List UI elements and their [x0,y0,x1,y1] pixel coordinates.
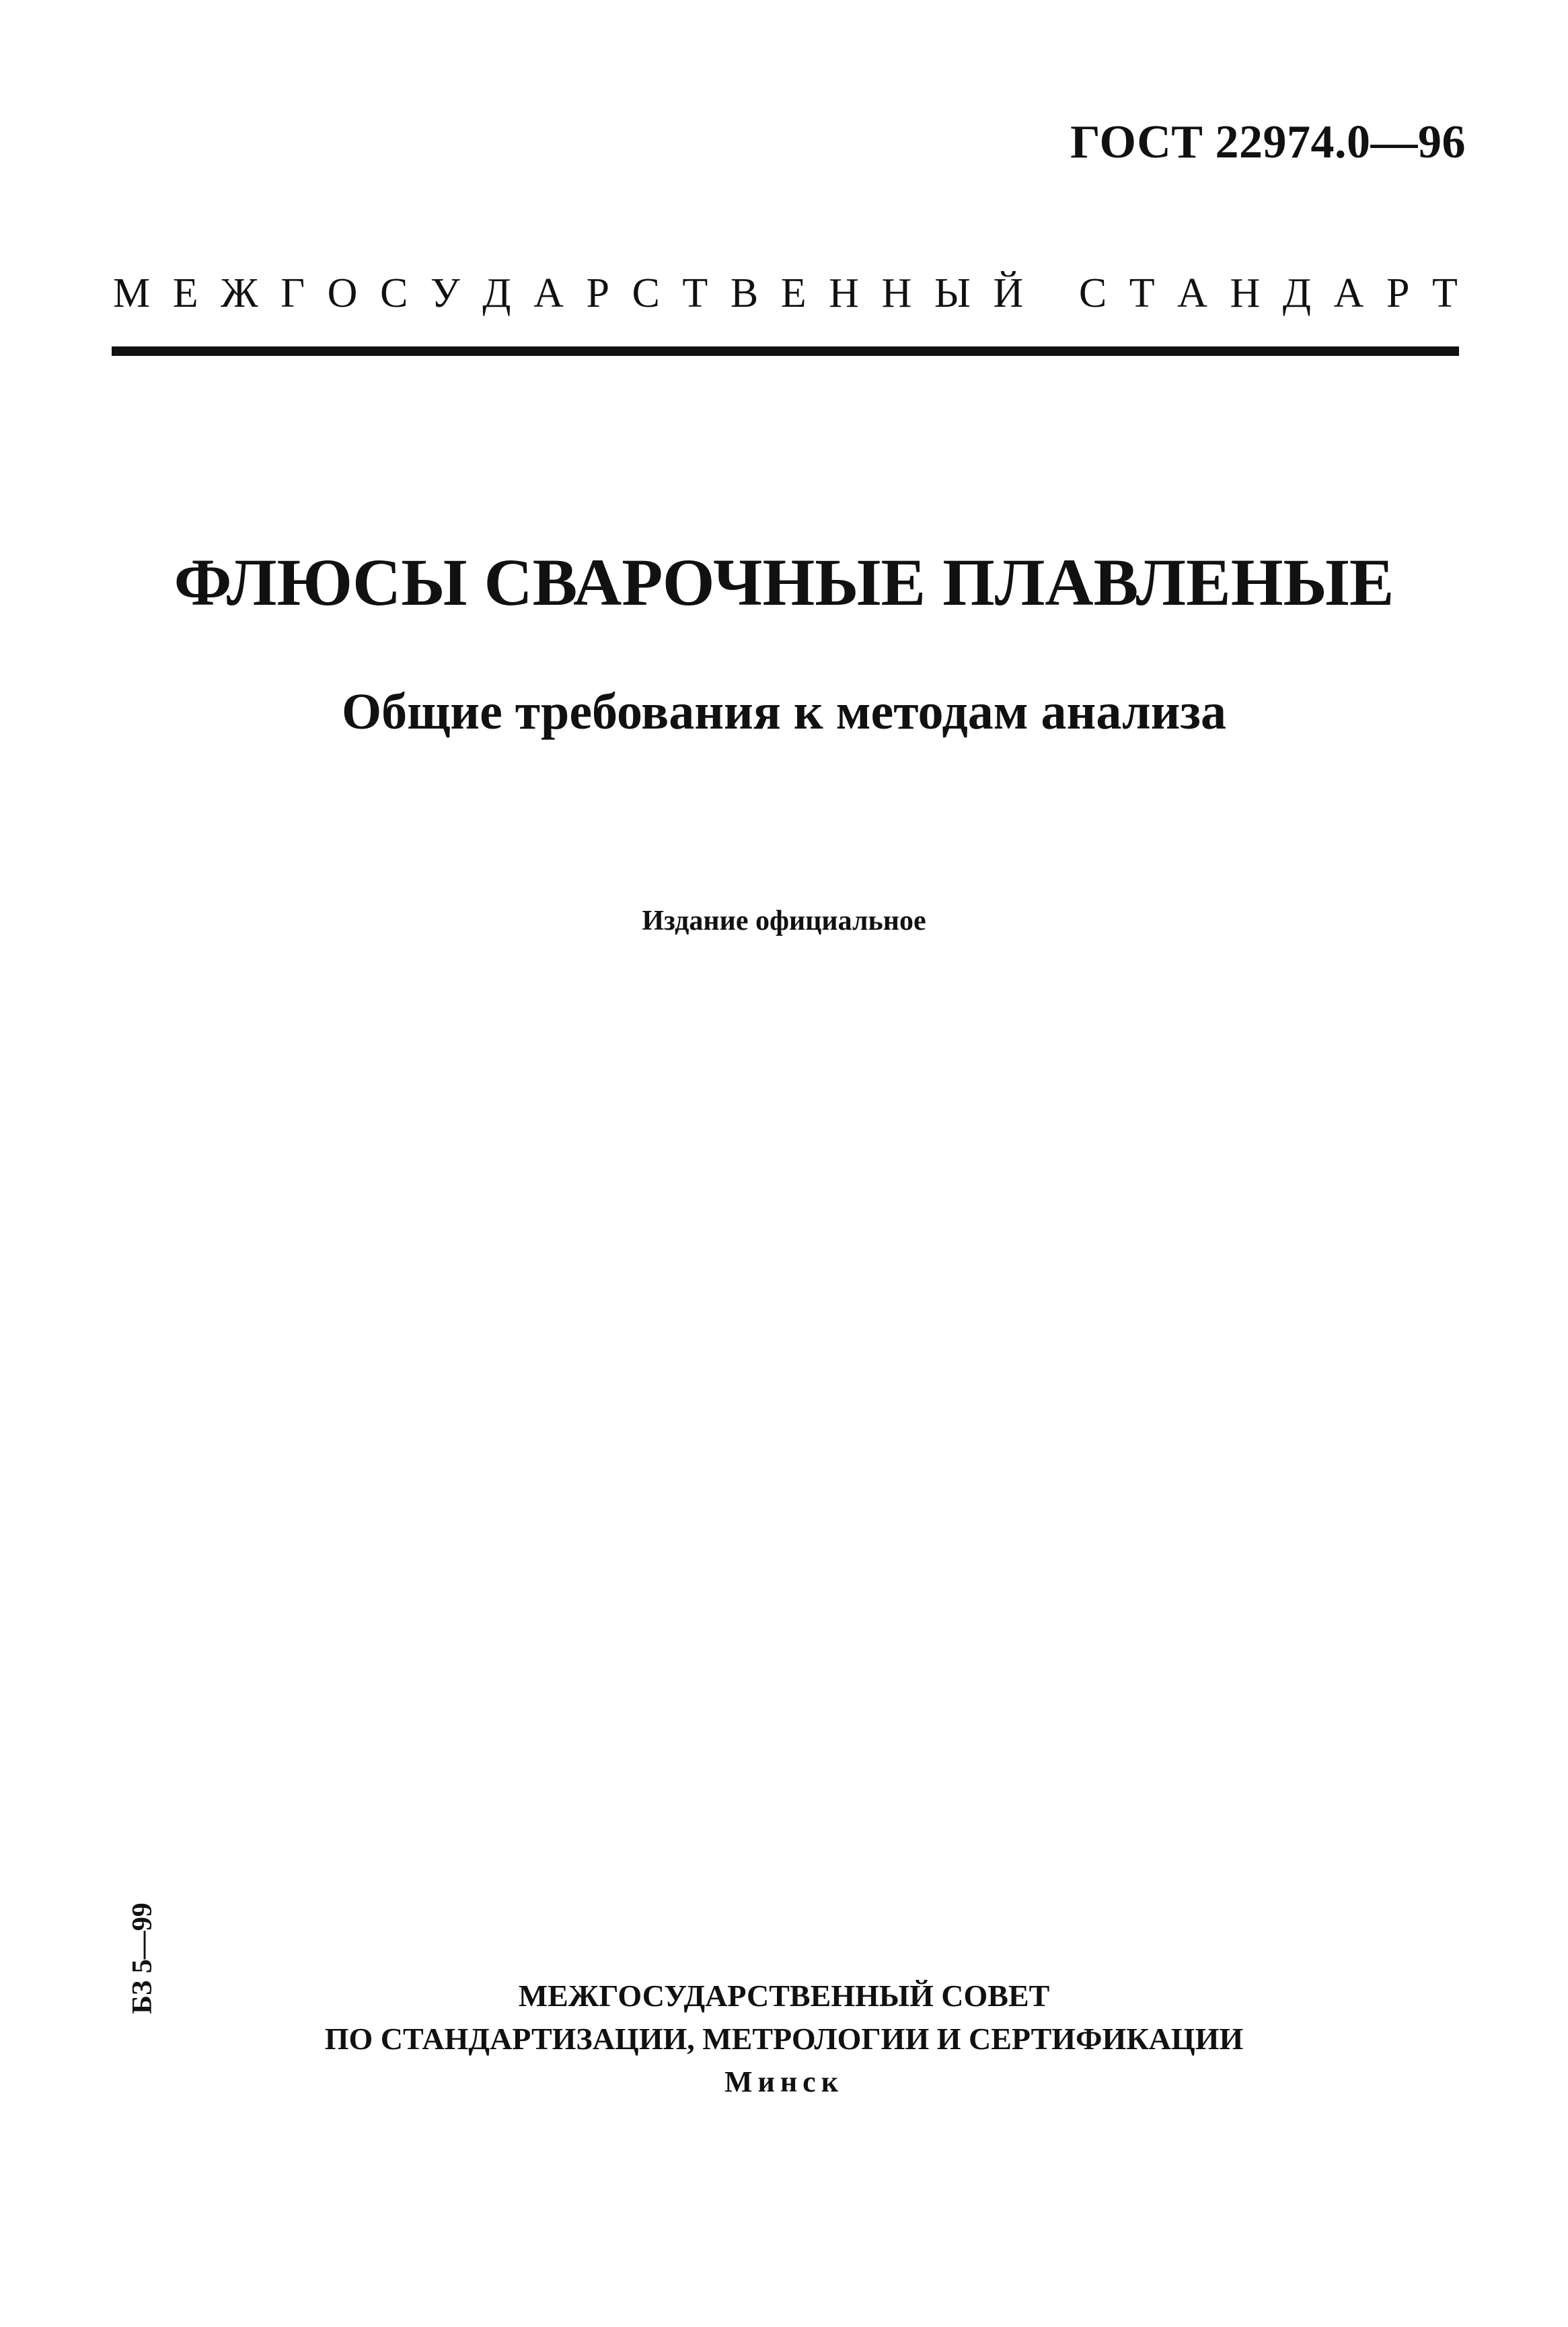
side-mark-text: БЗ 5—99 [127,1903,158,2014]
standard-type-letter: Ж [221,270,258,316]
standard-type-letter: А [1177,270,1207,316]
standard-type-letter: С [379,270,408,316]
standard-type-letter: Н [881,270,912,316]
publisher-line-1: МЕЖГОСУДАРСТВЕННЫЙ СОВЕТ [518,1979,1050,2013]
standard-type-letter: М [113,270,151,316]
standard-type-letter: Н [829,270,859,316]
publisher-city: Минск [724,2065,844,2098]
standard-type-letter: Т [1432,270,1458,316]
standard-type-letter: Г [281,270,305,316]
edition-label: Издание официальное [642,906,926,936]
standard-type-letter: С [1078,270,1107,316]
standard-type-letter: В [730,270,759,316]
standard-type-letter: Е [172,270,198,316]
standard-type-letter: Т [1129,270,1155,316]
publisher-block [0,1974,1568,2104]
standard-type-letter: Й [993,270,1024,316]
standard-type-letter: Р [586,270,609,316]
standard-type-letter: Д [1282,270,1312,316]
standard-type-letter: С [632,270,660,316]
document-code: ГОСТ 22974.0—96 [1070,116,1466,168]
publisher-line-2: ПО СТАНДАРТИЗАЦИИ, МЕТРОЛОГИИ И СЕРТИФИКАЦИИ [324,2022,1244,2056]
word-gap [1046,268,1057,319]
header-rule [112,346,1459,356]
document-title: ФЛЮСЫ СВАРОЧНЫЕ ПЛАВЛЕНЫЕ [174,545,1394,620]
standard-type-letter: А [533,270,564,316]
standard-type-letter: Т [682,270,708,316]
standard-type-heading [113,268,1458,319]
document-subtitle: Общие требования к методам анализа [342,684,1226,740]
standard-type-letter: Ы [934,270,971,316]
standard-type-letter: А [1333,270,1364,316]
standard-type-letter: У [430,270,460,316]
standard-type-letter: Н [1230,270,1261,316]
standard-type-letter: О [327,270,358,316]
standard-type-letter: Е [780,270,807,316]
standard-type-letter: Д [482,270,511,316]
standard-type-letter: Р [1386,270,1410,316]
